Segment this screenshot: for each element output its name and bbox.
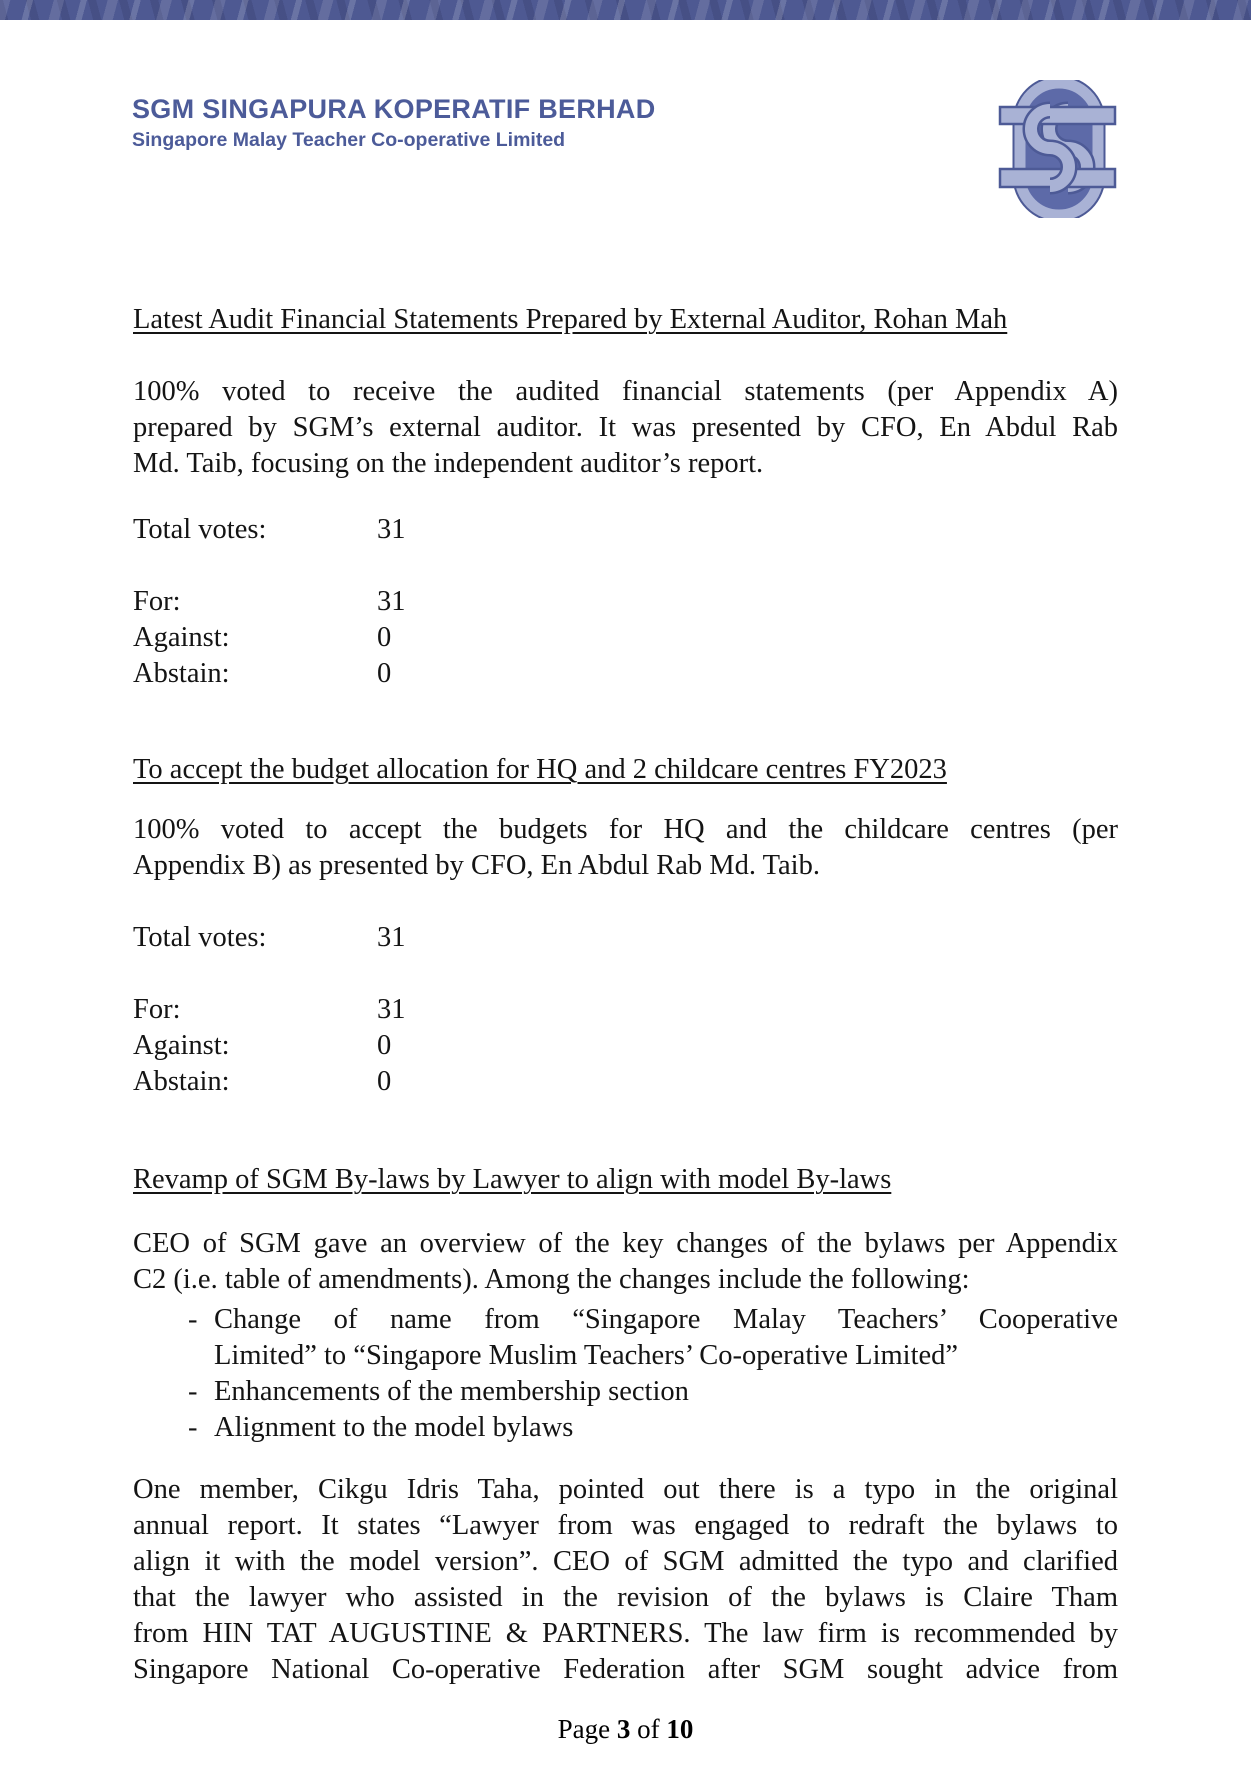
bullet-line: Change of name from “Singapore Malay Teachers’ Cooperative [214, 1304, 1118, 1335]
for-label: For: [133, 994, 181, 1025]
bullet-line: Alignment to the model bylaws [214, 1412, 574, 1443]
for-row [133, 584, 1118, 620]
paragraph-line: Appendix B) as presented by CFO, En Abdul Rab Md. Taib. [133, 850, 820, 881]
bullet-list [133, 1302, 1118, 1446]
bullet-dash: - [188, 1304, 198, 1335]
abstain-value: 0 [377, 1066, 392, 1097]
against-label: Against: [133, 622, 230, 653]
section-heading-bylaws: Revamp of SGM By-laws by Lawyer to align with model By-laws [133, 1164, 892, 1195]
bullet-text [214, 1374, 1118, 1410]
bullet-dash: - [188, 1412, 198, 1443]
org-subtitle: Singapore Malay Teacher Co-operative Limited [132, 129, 566, 151]
vote-breakdown [133, 584, 1118, 692]
against-value: 0 [377, 622, 392, 653]
paragraph-line: annual report. It states “Lawyer from was engaged to redraft the bylaws to [133, 1510, 1118, 1541]
document-body [133, 302, 1118, 1688]
total-votes-label: Total votes: [133, 922, 267, 953]
paragraph [133, 1472, 1118, 1688]
list-item [133, 1302, 1118, 1374]
paragraph-line: CEO of SGM gave an overview of the key changes of the bylaws per Appendix [133, 1228, 1118, 1259]
of-label: of [637, 1714, 660, 1744]
list-item [133, 1374, 1118, 1410]
bullet-line: Limited” to “Singapore Muslim Teachers’ Co-operative Limited” [214, 1340, 959, 1371]
page-footer [0, 1712, 1251, 1746]
total-votes-row [133, 920, 1118, 956]
total-votes-label: Total votes: [133, 514, 267, 545]
paragraph-line: prepared by SGM’s external auditor. It was presented by CFO, En Abdul Rab [133, 412, 1118, 443]
section-heading-budget: To accept the budget allocation for HQ and 2 childcare centres FY2023 [133, 754, 947, 785]
bullet-line: Enhancements of the membership section [214, 1376, 689, 1407]
paragraph-line: One member, Cikgu Idris Taha, pointed out there is a typo in the original [133, 1474, 1118, 1505]
list-item [133, 1410, 1118, 1446]
paragraph [133, 1226, 1118, 1298]
abstain-label: Abstain: [133, 658, 230, 689]
paragraph-line: align it with the model version”. CEO of SGM admitted the typo and clarified [133, 1546, 1118, 1577]
section-heading-audit: Latest Audit Financial Statements Prepared by External Auditor, Rohan Mah [133, 304, 1008, 335]
paragraph-line: that the lawyer who assisted in the revision of the bylaws is Claire Tham [133, 1582, 1118, 1613]
abstain-row [133, 656, 1118, 692]
decorative-top-border [0, 0, 1251, 20]
abstain-label: Abstain: [133, 1066, 230, 1097]
total-votes-value: 31 [377, 922, 406, 953]
paragraph-line: C2 (i.e. table of amendments). Among the changes include the following: [133, 1264, 970, 1295]
for-label: For: [133, 586, 181, 617]
for-row [133, 992, 1118, 1028]
paragraph-line: from HIN TAT AUGUSTINE & PARTNERS. The law firm is recommended by [133, 1618, 1118, 1649]
letterhead [132, 94, 656, 152]
for-value: 31 [377, 994, 406, 1025]
against-row [133, 1028, 1118, 1064]
org-name: SGM SINGAPURA KOPERATIF BERHAD [132, 94, 656, 124]
abstain-row [133, 1064, 1118, 1100]
org-logo-icon [998, 80, 1119, 218]
paragraph-line: Md. Taib, focusing on the independent auditor’s report. [133, 448, 764, 479]
against-value: 0 [377, 1030, 392, 1061]
bullet-dash: - [188, 1376, 198, 1407]
paragraph-line: 100% voted to accept the budgets for HQ and the childcare centres (per [133, 814, 1118, 845]
page-label: Page [557, 1714, 611, 1744]
abstain-value: 0 [377, 658, 392, 689]
against-row [133, 620, 1118, 656]
paragraph-line: 100% voted to receive the audited financial statements (per Appendix A) [133, 376, 1118, 407]
paragraph [133, 374, 1118, 482]
against-label: Against: [133, 1030, 230, 1061]
page-number: 3 [616, 1714, 631, 1744]
bullet-text [214, 1302, 1118, 1374]
for-value: 31 [377, 586, 406, 617]
paragraph-line: Singapore National Co-operative Federation after SGM sought advice from [133, 1654, 1118, 1685]
vote-breakdown [133, 992, 1118, 1100]
bullet-text [214, 1410, 1118, 1446]
total-votes-value: 31 [377, 514, 406, 545]
paragraph [133, 812, 1118, 884]
total-votes-row [133, 512, 1118, 548]
total-pages: 10 [666, 1714, 694, 1744]
